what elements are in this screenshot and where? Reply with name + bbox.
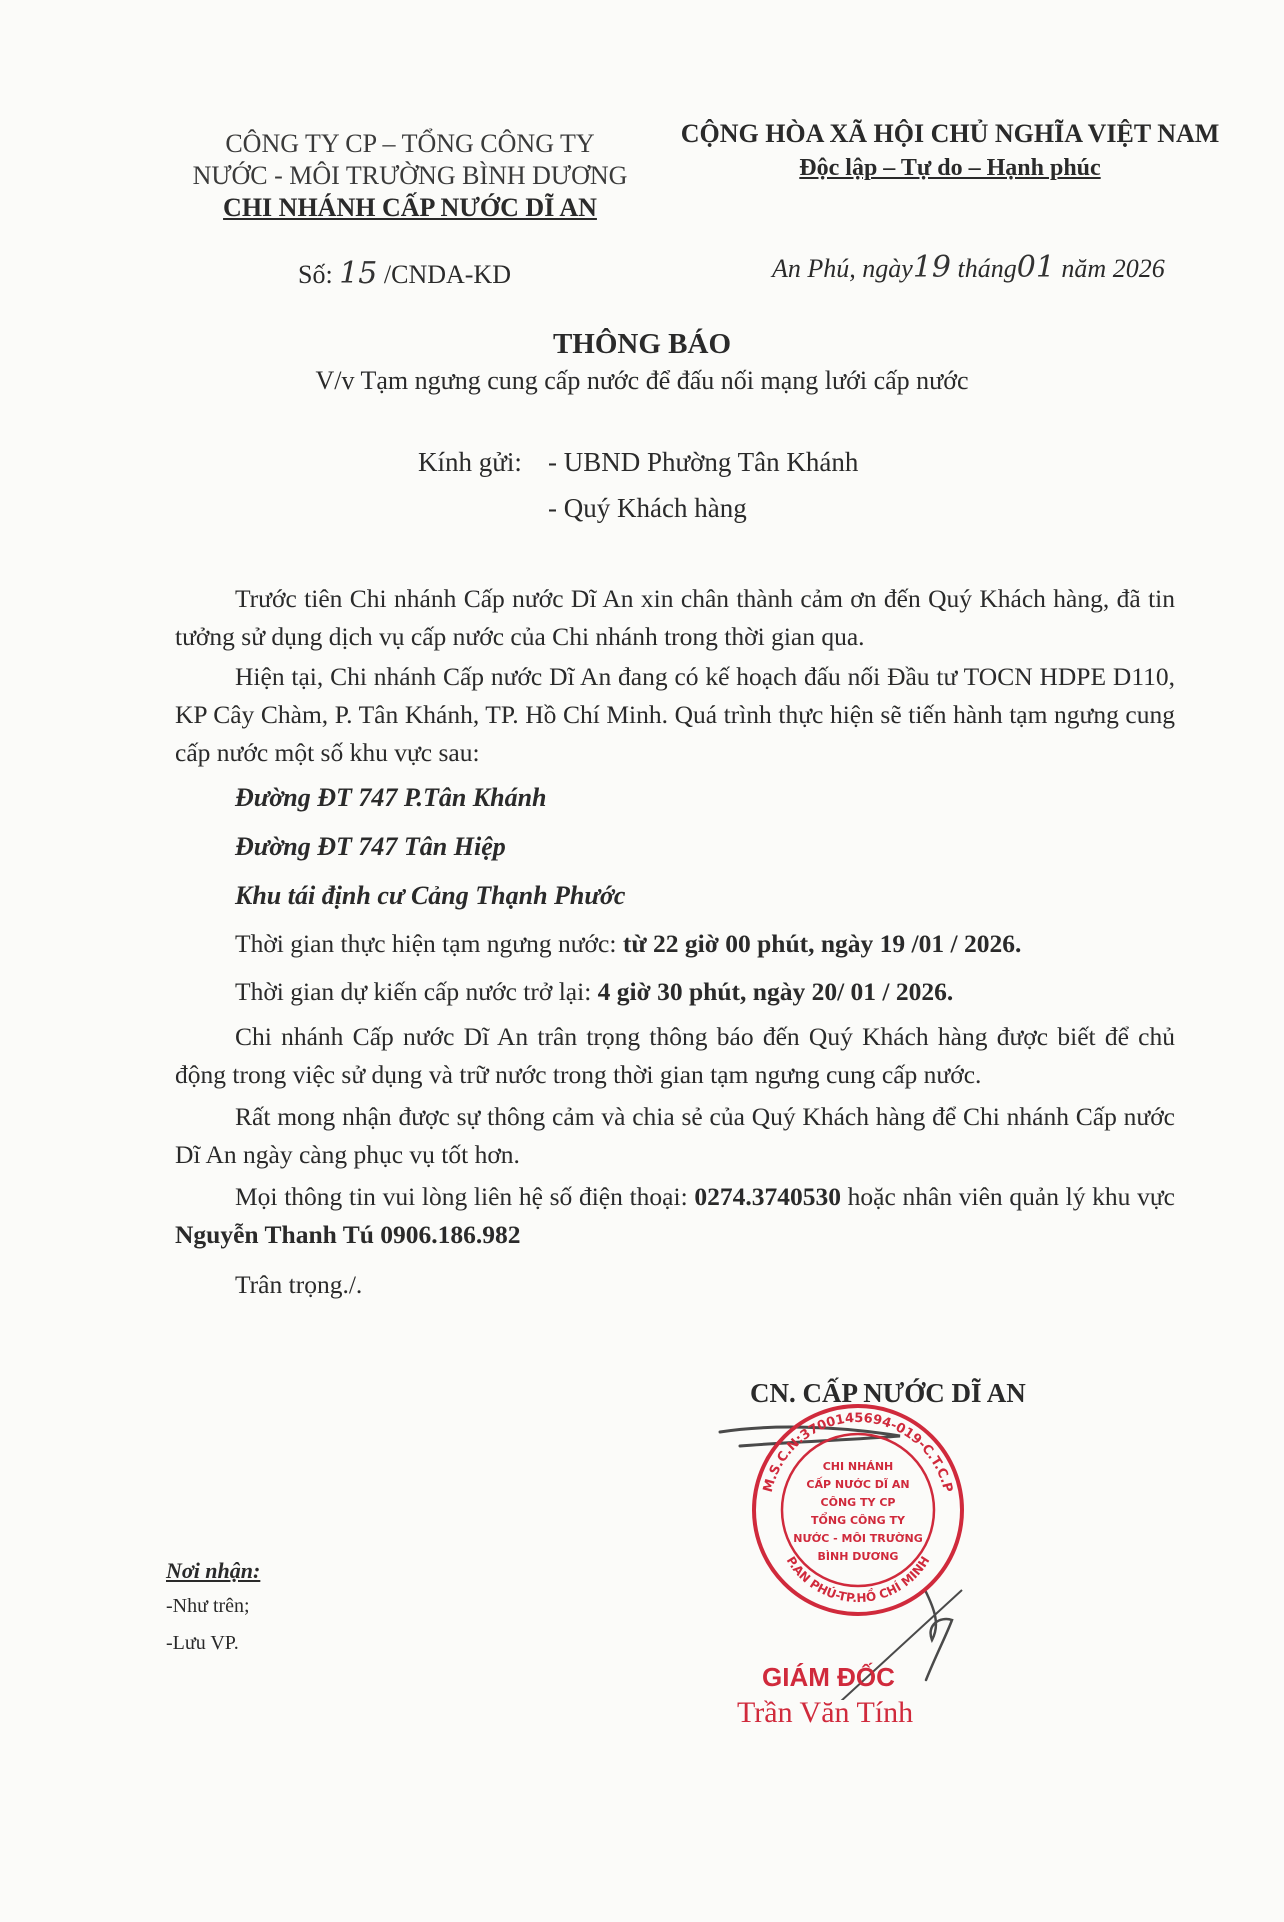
footer-recipient-2: -Lưu VP. bbox=[166, 1632, 239, 1654]
stop-time-label: Thời gian thực hiện tạm ngưng nước: bbox=[235, 929, 623, 958]
date-place: An Phú, ngày bbox=[772, 254, 913, 283]
seal-ring-bottom-text: P.AN PHÚ-TP.HỒ CHÍ MINH bbox=[783, 1553, 933, 1606]
date-month: 01 bbox=[1016, 250, 1055, 285]
document-date bbox=[772, 252, 1165, 285]
number-label: Số: bbox=[298, 260, 333, 289]
national-motto: Độc lập – Tự do – Hạnh phúc bbox=[799, 155, 1101, 181]
street-item-2: Đường ĐT 747 Tân Hiệp bbox=[235, 832, 506, 861]
document-number bbox=[298, 258, 511, 291]
org-branch-name: CHI NHÁNH CẤP NƯỚC DĨ AN bbox=[223, 193, 597, 222]
contact-phone: 0274.3740530 bbox=[694, 1182, 841, 1211]
signature-org: CN. CẤP NƯỚC DĨ AN bbox=[750, 1378, 1026, 1408]
date-day: 19 bbox=[912, 250, 951, 285]
number-suffix: /CNDA-KD bbox=[383, 260, 511, 289]
org-line-2: NƯỚC - MÔI TRƯỜNG BÌNH DƯƠNG bbox=[192, 161, 628, 190]
seal-icon bbox=[748, 1400, 968, 1620]
seal-ring-text: M.S.C.N:3700145694-019-C.T.C.P bbox=[760, 1410, 956, 1494]
signer-title: GIÁM ĐỐC bbox=[762, 1662, 895, 1692]
official-seal bbox=[748, 1400, 968, 1620]
paragraph-contact bbox=[175, 1178, 1175, 1254]
stop-time-value: từ 22 giờ 00 phút, ngày 19 /01 / 2026. bbox=[622, 929, 1022, 958]
street-item-3: Khu tái định cư Cảng Thạnh Phước bbox=[235, 881, 626, 910]
contact-middle: hoặc nhân viên quản lý khu vực bbox=[840, 1182, 1176, 1211]
footer-recipients-label: Nơi nhận: bbox=[166, 1558, 261, 1583]
seal-line-2: CẤP NƯỚC DĨ AN bbox=[806, 1478, 910, 1491]
resume-time bbox=[235, 973, 953, 1011]
seal-line-3: CÔNG TY CP bbox=[820, 1496, 896, 1509]
date-month-label: tháng bbox=[957, 254, 1017, 283]
recipients-label: Kính gửi: bbox=[418, 447, 522, 477]
recipient-item-2: - Quý Khách hàng bbox=[548, 493, 747, 523]
street-item-1: Đường ĐT 747 P.Tân Khánh bbox=[235, 783, 547, 812]
seal-line-6: BÌNH DƯƠNG bbox=[817, 1550, 899, 1563]
recipient-item-1: - UBND Phường Tân Khánh bbox=[548, 447, 859, 477]
notice-title: THÔNG BÁO bbox=[552, 328, 732, 360]
notice-subject: V/v Tạm ngưng cung cấp nước để đấu nối mạng lưới cấp nước bbox=[315, 366, 969, 395]
paragraph-thanks: Trước tiên Chi nhánh Cấp nước Dĩ An xin chân thành cảm ơn đến Quý Khách hàng, đã tin tưởng sử dụng dịch vụ cấp nước của Chi nhánh trong thời gian qua. bbox=[175, 584, 1175, 651]
date-year: năm 2026 bbox=[1061, 254, 1165, 283]
footer-recipient-1: -Như trên; bbox=[166, 1595, 250, 1617]
seal-line-4: TỔNG CÔNG TY bbox=[811, 1514, 905, 1527]
seal-line-5: NƯỚC - MÔI TRƯỜNG bbox=[793, 1532, 923, 1545]
national-title: CỘNG HÒA XÃ HỘI CHỦ NGHĨA VIỆT NAM bbox=[680, 119, 1220, 148]
number-handwritten: 15 bbox=[339, 256, 378, 291]
contact-person: Nguyễn Thanh Tú 0906.186.982 bbox=[175, 1220, 521, 1249]
resume-time-value: 4 giờ 30 phút, ngày 20/ 01 / 2026. bbox=[597, 977, 954, 1006]
seal-line-1: CHI NHÁNH bbox=[822, 1460, 894, 1473]
stop-time bbox=[235, 925, 1021, 963]
signer-name: Trần Văn Tính bbox=[737, 1696, 914, 1729]
org-line-1: CÔNG TY CP – TỔNG CÔNG TY bbox=[225, 129, 595, 158]
closing-remark: Trân trọng./. bbox=[235, 1270, 363, 1299]
resume-time-label: Thời gian dự kiến cấp nước trở lại: bbox=[235, 977, 598, 1006]
paragraph-plan: Hiện tại, Chi nhánh Cấp nước Dĩ An đang có kế hoạch đấu nối Đầu tư TOCN HDPE D110, KP Cây Chàm, P. Tân Khánh, TP. Hồ Chí Minh. Quá trình thực hiện sẽ tiến hành tạm ngưng cung cấp nước một số khu vực sau: bbox=[175, 662, 1175, 767]
paragraph-inform: Chi nhánh Cấp nước Dĩ An trân trọng thông báo đến Quý Khách hàng được biết để chủ động trong việc sử dụng và trữ nước trong thời gian tạm ngưng cung cấp nước. bbox=[175, 1022, 1175, 1089]
paragraph-appreciation: Rất mong nhận được sự thông cảm và chia sẻ của Quý Khách hàng để Chi nhánh Cấp nước Dĩ An ngày càng phục vụ tốt hơn. bbox=[175, 1102, 1175, 1169]
contact-intro: Mọi thông tin vui lòng liên hệ số điện thoại: bbox=[235, 1182, 695, 1211]
